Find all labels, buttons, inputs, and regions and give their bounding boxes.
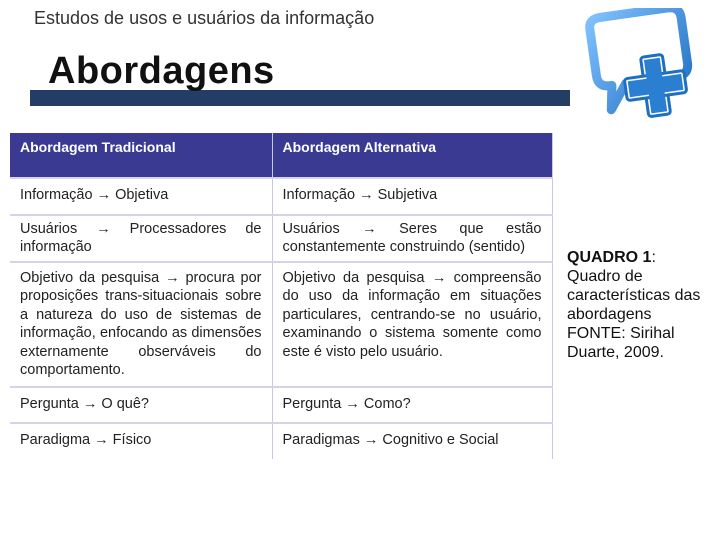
table-cell: Pergunta → O quê? [10,387,272,424]
table-row [10,215,552,262]
table-cell: Paradigma → Físico [10,423,272,459]
speech-bubble-plus-icon [575,8,705,128]
table-row [10,262,552,387]
caption-label: QUADRO 1 [567,249,652,266]
comparison-table-container [10,133,552,459]
table-cell: Objetivo da pesquisa → compreensão do uso da informação em situações particulares, centrando-se no usuário, examinando o sistema somente como este é visto pelo usuário. [272,262,552,387]
figure-caption [567,248,712,362]
table-cell: Usuários → Seres que estão constantemente construindo (sentido) [272,215,552,262]
table-row [10,178,552,215]
table-cell: Objetivo da pesquisa → procura por proposições trans-situacionais sobre a natureza do uso de sistemas de informação, enfocando as dimensões externamente observáveis do comportamento. [10,262,272,387]
table-row [10,423,552,459]
table-header-row [10,133,552,178]
caption-text: : Quadro de características das abordagens FONTE: Sirihal Duarte, 2009. [567,249,701,361]
table-cell: Paradigmas → Cognitivo e Social [272,423,552,459]
table-cell: Informação → Objetiva [10,178,272,215]
comparison-table [10,133,553,459]
table-cell: Pergunta → Como? [272,387,552,424]
table-row [10,387,552,424]
section-title: Abordagens [48,50,275,92]
table-cell: Usuários → Processadores de informação [10,215,272,262]
page-header-title: Estudos de usos e usuários da informação [34,8,375,28]
column-header-traditional: Abordagem Tradicional [10,133,272,178]
column-header-alternative: Abordagem Alternativa [272,133,552,178]
table-cell: Informação → Subjetiva [272,178,552,215]
